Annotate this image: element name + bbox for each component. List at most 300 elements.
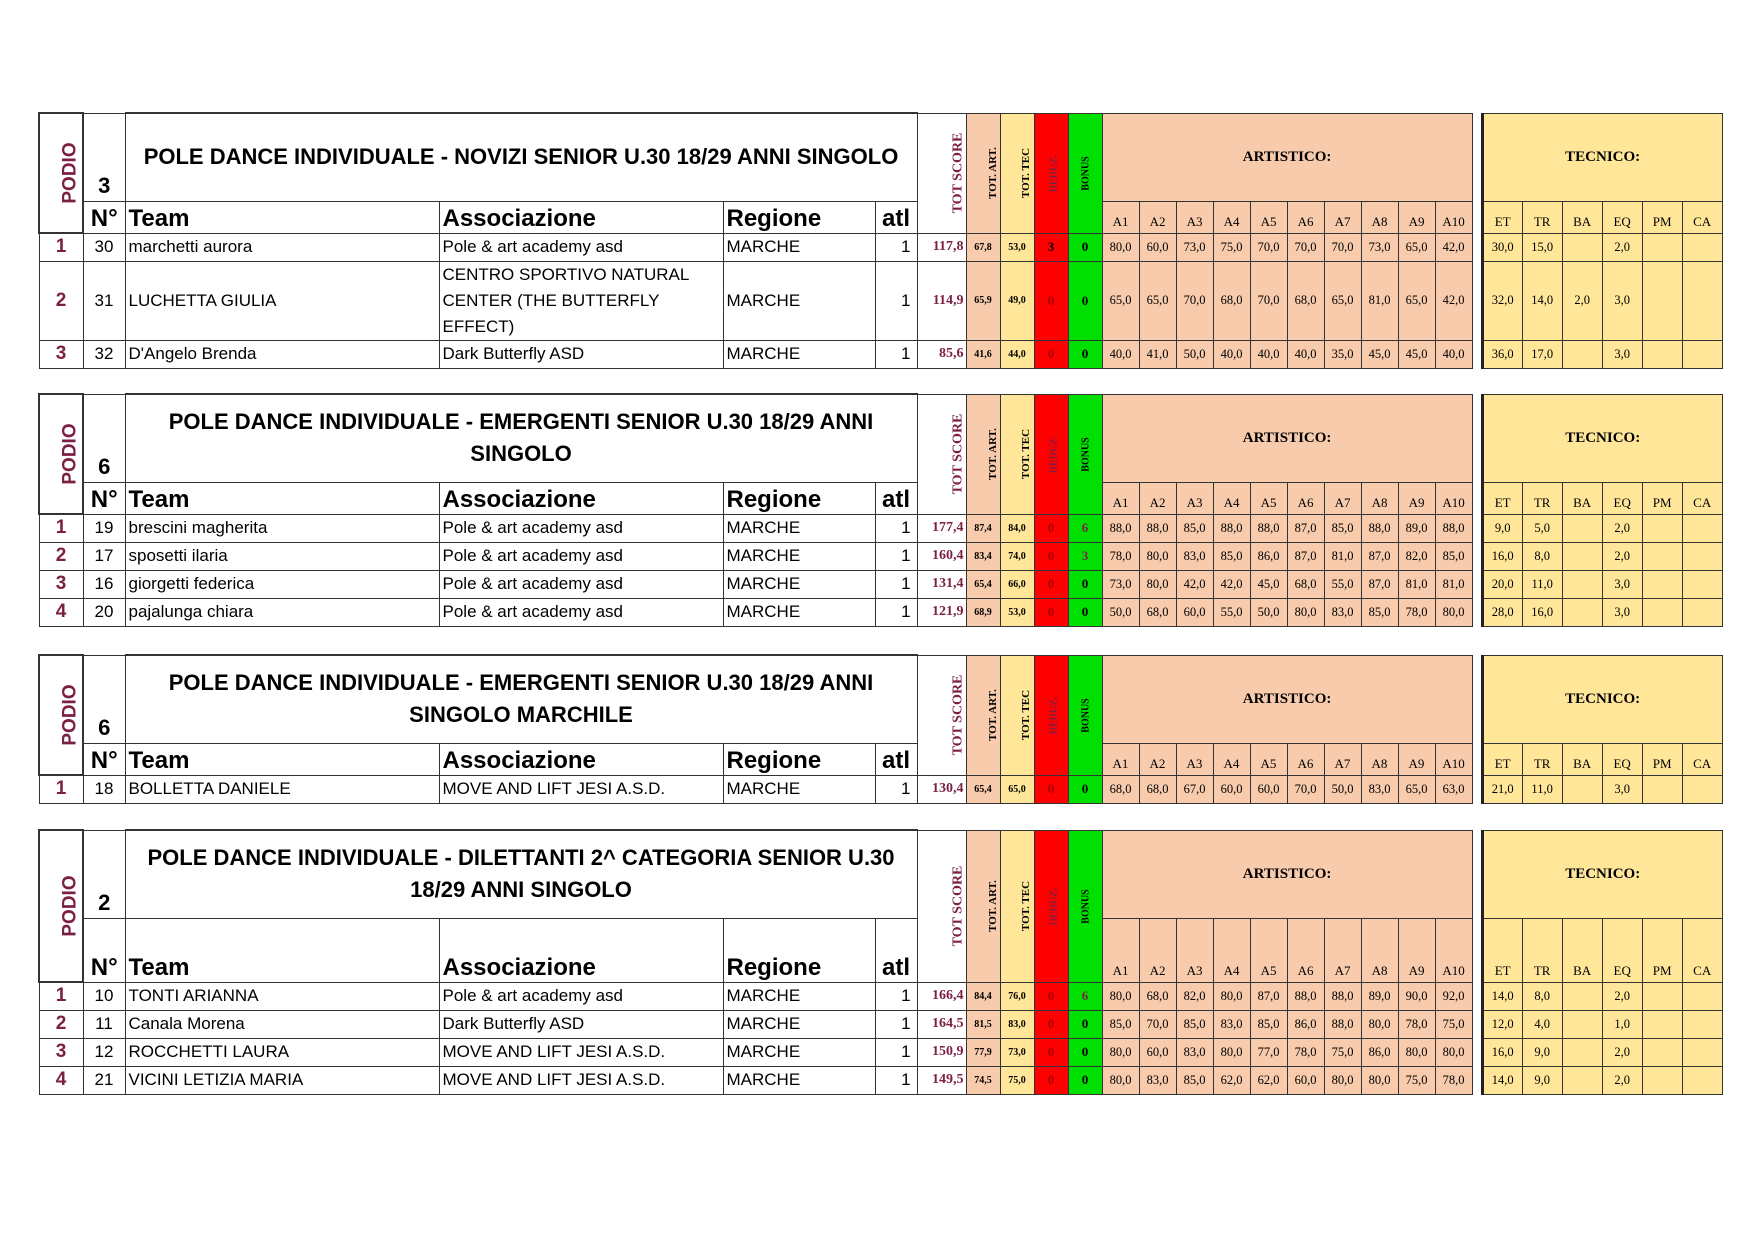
artistico-score-cell: 82,0 <box>1398 542 1435 570</box>
artistico-score-cell: 80,0 <box>1102 1038 1139 1066</box>
num-header: N° <box>83 482 125 514</box>
artistico-score-cell: 68,0 <box>1287 261 1324 340</box>
t-col-header: BA <box>1562 201 1602 233</box>
a-col-header: A1 <box>1102 918 1139 982</box>
regione-cell: MARCHE <box>723 775 875 803</box>
associazione-cell: Pole & art academy asd <box>439 233 723 261</box>
artistico-score-cell: 70,0 <box>1287 233 1324 261</box>
tecnico-score-cell: 20,0 <box>1482 570 1522 598</box>
tecnico-score-cell <box>1642 570 1682 598</box>
tecnico-score-cell: 14,0 <box>1482 982 1522 1010</box>
team-header: Team <box>125 482 439 514</box>
t-col-header: TR <box>1522 482 1562 514</box>
artistico-score-cell: 78,0 <box>1398 598 1435 626</box>
tecnico-score-cell <box>1682 570 1722 598</box>
artistico-score-cell: 85,0 <box>1250 1010 1287 1038</box>
artistico-score-cell: 80,0 <box>1213 982 1250 1010</box>
tot-score-cell: 160,4 <box>917 542 966 570</box>
regione-cell: MARCHE <box>723 261 875 340</box>
tecnico-score-cell: 4,0 <box>1522 1010 1562 1038</box>
tot-tec-cell: 44,0 <box>1000 340 1034 368</box>
artistico-score-cell: 45,0 <box>1361 340 1398 368</box>
team-cell: marchetti aurora <box>125 233 439 261</box>
artistico-score-cell: 60,0 <box>1287 1066 1324 1094</box>
a-col-header: A4 <box>1213 918 1250 982</box>
artistico-score-cell: 42,0 <box>1213 570 1250 598</box>
tot-tec-header-text: TOT. TEC <box>1019 147 1032 199</box>
tot-score-header <box>917 655 966 775</box>
team-header: Team <box>125 743 439 775</box>
tot-art-cell: 65,9 <box>966 261 1000 340</box>
bonus-cell: 0 <box>1068 598 1102 626</box>
tecnico-score-cell <box>1682 982 1722 1010</box>
tecnico-score-cell: 15,0 <box>1522 233 1562 261</box>
regione-cell: MARCHE <box>723 542 875 570</box>
a-col-header: A5 <box>1250 743 1287 775</box>
deduz-cell: 3 <box>1034 233 1068 261</box>
t-col-header: TR <box>1522 743 1562 775</box>
artistico-score-cell: 35,0 <box>1324 340 1361 368</box>
tecnico-score-cell <box>1562 1066 1602 1094</box>
team-cell: brescini magherita <box>125 514 439 542</box>
tecnico-score-cell <box>1562 233 1602 261</box>
a-col-header: A2 <box>1139 482 1176 514</box>
artistico-header: ARTISTICO: <box>1102 655 1472 743</box>
regione-header: Regione <box>723 482 875 514</box>
atl-cell: 1 <box>875 598 917 626</box>
artistico-score-cell: 87,0 <box>1361 542 1398 570</box>
artistico-score-cell: 83,0 <box>1361 775 1398 803</box>
bonus-header-text: BONUS <box>1080 888 1092 924</box>
artistico-score-cell: 85,0 <box>1176 1010 1213 1038</box>
num-header: N° <box>83 743 125 775</box>
t-col-header: BA <box>1562 743 1602 775</box>
tecnico-score-cell: 2,0 <box>1602 233 1642 261</box>
tecnico-score-cell: 8,0 <box>1522 982 1562 1010</box>
tecnico-score-cell: 5,0 <box>1522 514 1562 542</box>
a-col-header: A6 <box>1287 743 1324 775</box>
table-row <box>39 261 1722 340</box>
tecnico-score-cell <box>1642 1010 1682 1038</box>
t-col-header: ET <box>1482 743 1522 775</box>
a-col-header: A2 <box>1139 918 1176 982</box>
artistico-score-cell: 65,0 <box>1324 261 1361 340</box>
artistico-score-cell: 92,0 <box>1435 982 1472 1010</box>
bonus-cell: 0 <box>1068 261 1102 340</box>
tecnico-score-cell: 3,0 <box>1602 340 1642 368</box>
tot-tec-cell: 73,0 <box>1000 1038 1034 1066</box>
tot-score-header-text: TOT SCORE <box>949 413 965 495</box>
deduz-header-text: DEDUZ. <box>1047 887 1059 925</box>
associazione-cell: Pole & art academy asd <box>439 598 723 626</box>
tecnico-score-cell <box>1682 233 1722 261</box>
a-col-header: A9 <box>1398 743 1435 775</box>
atl-cell: 1 <box>875 261 917 340</box>
atl-cell: 1 <box>875 775 917 803</box>
artistico-score-cell: 75,0 <box>1435 1010 1472 1038</box>
tecnico-score-cell: 2,0 <box>1602 514 1642 542</box>
artistico-score-cell: 86,0 <box>1250 542 1287 570</box>
artistico-score-cell: 85,0 <box>1361 598 1398 626</box>
deduz-cell: 0 <box>1034 1066 1068 1094</box>
tot-art-header <box>966 113 1000 233</box>
deduz-cell: 0 <box>1034 1038 1068 1066</box>
a-col-header: A2 <box>1139 743 1176 775</box>
tot-art-cell: 68,9 <box>966 598 1000 626</box>
results-table <box>38 393 1723 627</box>
tot-score-cell: 149,5 <box>917 1066 966 1094</box>
tecnico-score-cell: 1,0 <box>1602 1010 1642 1038</box>
associazione-cell: Pole & art academy asd <box>439 542 723 570</box>
table-row <box>39 775 1722 803</box>
artistico-score-cell: 88,0 <box>1435 514 1472 542</box>
tecnico-score-cell <box>1642 233 1682 261</box>
podio-label <box>39 655 83 775</box>
associazione-cell: MOVE AND LIFT JESI A.S.D. <box>439 775 723 803</box>
results-table <box>38 654 1723 804</box>
artistico-header: ARTISTICO: <box>1102 394 1472 482</box>
artistico-score-cell: 80,0 <box>1361 1066 1398 1094</box>
artistico-score-cell: 77,0 <box>1250 1038 1287 1066</box>
tecnico-score-cell: 11,0 <box>1522 775 1562 803</box>
podio-text: PODIO <box>59 875 81 937</box>
a-col-header: A9 <box>1398 918 1435 982</box>
regione-cell: MARCHE <box>723 982 875 1010</box>
tecnico-score-cell <box>1682 1038 1722 1066</box>
artistico-score-cell: 82,0 <box>1176 982 1213 1010</box>
artistico-score-cell: 85,0 <box>1213 542 1250 570</box>
atl-cell: 1 <box>875 1038 917 1066</box>
a-col-header: A4 <box>1213 201 1250 233</box>
artistico-score-cell: 81,0 <box>1361 261 1398 340</box>
place-cell: 3 <box>39 570 83 598</box>
t-col-header: CA <box>1682 918 1722 982</box>
atl-cell: 1 <box>875 340 917 368</box>
artistico-score-cell: 78,0 <box>1435 1066 1472 1094</box>
tot-art-cell: 81,5 <box>966 1010 1000 1038</box>
bonus-header <box>1068 394 1102 514</box>
artistico-score-cell: 83,0 <box>1213 1010 1250 1038</box>
artistico-score-cell: 78,0 <box>1398 1010 1435 1038</box>
tecnico-score-cell <box>1682 775 1722 803</box>
tecnico-score-cell <box>1642 340 1682 368</box>
a-col-header: A8 <box>1361 918 1398 982</box>
team-header: Team <box>125 201 439 233</box>
deduz-header <box>1034 830 1068 982</box>
a-col-header: A3 <box>1176 743 1213 775</box>
artistico-score-cell: 88,0 <box>1102 514 1139 542</box>
category-block <box>38 654 1723 804</box>
artistico-score-cell: 73,0 <box>1176 233 1213 261</box>
a-col-header: A3 <box>1176 201 1213 233</box>
tecnico-score-cell <box>1562 775 1602 803</box>
deduz-cell: 0 <box>1034 570 1068 598</box>
tecnico-score-cell <box>1642 1038 1682 1066</box>
artistico-score-cell: 86,0 <box>1287 1010 1324 1038</box>
tot-score-header <box>917 113 966 233</box>
artistico-score-cell: 83,0 <box>1324 598 1361 626</box>
artistico-score-cell: 89,0 <box>1398 514 1435 542</box>
bonus-header-text: BONUS <box>1080 436 1092 472</box>
number-cell: 20 <box>83 598 125 626</box>
number-cell: 30 <box>83 233 125 261</box>
artistico-score-cell: 50,0 <box>1250 598 1287 626</box>
t-col-header: PM <box>1642 201 1682 233</box>
artistico-score-cell: 85,0 <box>1324 514 1361 542</box>
table-row <box>39 1038 1722 1066</box>
tot-score-header-text: TOT SCORE <box>949 865 965 947</box>
tot-score-header-text: TOT SCORE <box>949 132 965 214</box>
artistico-score-cell: 68,0 <box>1139 982 1176 1010</box>
team-cell: ROCCHETTI LAURA <box>125 1038 439 1066</box>
artistico-score-cell: 55,0 <box>1324 570 1361 598</box>
bonus-cell: 6 <box>1068 982 1102 1010</box>
tot-art-header <box>966 394 1000 514</box>
tecnico-score-cell <box>1642 598 1682 626</box>
deduz-cell: 0 <box>1034 598 1068 626</box>
t-col-header: CA <box>1682 482 1722 514</box>
atl-cell: 1 <box>875 570 917 598</box>
deduz-header-text: DEDUZ. <box>1047 696 1059 734</box>
table-row <box>39 570 1722 598</box>
artistico-score-cell: 87,0 <box>1250 982 1287 1010</box>
artistico-score-cell: 75,0 <box>1213 233 1250 261</box>
tot-art-header-text: TOT. ART. <box>986 428 999 480</box>
a-col-header: A4 <box>1213 743 1250 775</box>
number-cell: 18 <box>83 775 125 803</box>
place-cell: 1 <box>39 982 83 1010</box>
artistico-score-cell: 87,0 <box>1287 514 1324 542</box>
atl-cell: 1 <box>875 514 917 542</box>
artistico-score-cell: 80,0 <box>1102 1066 1139 1094</box>
artistico-score-cell: 80,0 <box>1287 598 1324 626</box>
tecnico-score-cell: 16,0 <box>1522 598 1562 626</box>
associazione-cell: Pole & art academy asd <box>439 570 723 598</box>
bonus-cell: 0 <box>1068 1038 1102 1066</box>
tot-tec-cell: 84,0 <box>1000 514 1034 542</box>
artistico-score-cell: 78,0 <box>1287 1038 1324 1066</box>
artistico-score-cell: 88,0 <box>1213 514 1250 542</box>
artistico-score-cell: 60,0 <box>1176 598 1213 626</box>
tecnico-score-cell <box>1642 1066 1682 1094</box>
artistico-score-cell: 62,0 <box>1250 1066 1287 1094</box>
place-cell: 4 <box>39 598 83 626</box>
tecnico-score-cell <box>1682 261 1722 340</box>
number-cell: 32 <box>83 340 125 368</box>
artistico-score-cell: 68,0 <box>1102 775 1139 803</box>
bonus-cell: 0 <box>1068 1066 1102 1094</box>
category-title: POLE DANCE INDIVIDUALE - NOVIZI SENIOR U.30 18/29 ANNI SINGOLO <box>125 113 917 201</box>
tot-tec-header-text: TOT. TEC <box>1019 428 1032 480</box>
artistico-score-cell: 88,0 <box>1250 514 1287 542</box>
tecnico-header: TECNICO: <box>1482 655 1722 743</box>
team-cell: giorgetti federica <box>125 570 439 598</box>
artistico-score-cell: 42,0 <box>1435 233 1472 261</box>
place-cell: 2 <box>39 542 83 570</box>
t-col-header: ET <box>1482 201 1522 233</box>
tot-score-cell: 114,9 <box>917 261 966 340</box>
tecnico-score-cell <box>1562 514 1602 542</box>
table-row <box>39 542 1722 570</box>
artistico-score-cell: 80,0 <box>1398 1038 1435 1066</box>
artistico-score-cell: 68,0 <box>1287 570 1324 598</box>
tecnico-score-cell: 9,0 <box>1482 514 1522 542</box>
a-col-header: A10 <box>1435 743 1472 775</box>
regione-cell: MARCHE <box>723 598 875 626</box>
tot-score-cell: 131,4 <box>917 570 966 598</box>
associazione-header: Associazione <box>439 201 723 233</box>
atl-header: atl <box>875 482 917 514</box>
podio-text: PODIO <box>59 423 81 485</box>
associazione-cell: Dark Butterfly ASD <box>439 1010 723 1038</box>
associazione-cell: Pole & art academy asd <box>439 514 723 542</box>
tot-art-cell: 83,4 <box>966 542 1000 570</box>
category-count: 2 <box>83 830 125 918</box>
category-title: POLE DANCE INDIVIDUALE - EMERGENTI SENIOR U.30 18/29 ANNI SINGOLO MARCHILE <box>125 655 917 743</box>
artistico-score-cell: 68,0 <box>1139 775 1176 803</box>
associazione-cell: MOVE AND LIFT JESI A.S.D. <box>439 1066 723 1094</box>
place-cell: 4 <box>39 1066 83 1094</box>
associazione-cell: Dark Butterfly ASD <box>439 340 723 368</box>
tecnico-score-cell: 3,0 <box>1602 775 1642 803</box>
artistico-score-cell: 80,0 <box>1435 598 1472 626</box>
artistico-score-cell: 55,0 <box>1213 598 1250 626</box>
artistico-header: ARTISTICO: <box>1102 830 1472 918</box>
number-cell: 11 <box>83 1010 125 1038</box>
tecnico-header: TECNICO: <box>1482 113 1722 201</box>
tot-tec-cell: 75,0 <box>1000 1066 1034 1094</box>
deduz-header <box>1034 394 1068 514</box>
artistico-score-cell: 60,0 <box>1213 775 1250 803</box>
a-col-header: A8 <box>1361 482 1398 514</box>
artistico-score-cell: 78,0 <box>1102 542 1139 570</box>
tecnico-score-cell: 8,0 <box>1522 542 1562 570</box>
tecnico-score-cell <box>1642 775 1682 803</box>
tecnico-score-cell: 36,0 <box>1482 340 1522 368</box>
atl-cell: 1 <box>875 1066 917 1094</box>
atl-cell: 1 <box>875 542 917 570</box>
tot-score-cell: 117,8 <box>917 233 966 261</box>
place-cell: 2 <box>39 1010 83 1038</box>
bonus-cell: 0 <box>1068 340 1102 368</box>
atl-cell: 1 <box>875 1010 917 1038</box>
regione-cell: MARCHE <box>723 340 875 368</box>
artistico-score-cell: 81,0 <box>1324 542 1361 570</box>
artistico-score-cell: 80,0 <box>1139 542 1176 570</box>
t-col-header: EQ <box>1602 743 1642 775</box>
t-col-header: PM <box>1642 743 1682 775</box>
number-cell: 21 <box>83 1066 125 1094</box>
t-col-header: CA <box>1682 201 1722 233</box>
results-table <box>38 829 1723 1095</box>
artistico-score-cell: 80,0 <box>1361 1010 1398 1038</box>
tecnico-score-cell: 32,0 <box>1482 261 1522 340</box>
artistico-score-cell: 70,0 <box>1324 233 1361 261</box>
artistico-score-cell: 83,0 <box>1176 542 1213 570</box>
team-cell: D'Angelo Brenda <box>125 340 439 368</box>
artistico-score-cell: 65,0 <box>1398 775 1435 803</box>
artistico-score-cell: 40,0 <box>1287 340 1324 368</box>
artistico-score-cell: 85,0 <box>1176 514 1213 542</box>
tot-score-header-text: TOT SCORE <box>949 674 965 756</box>
regione-cell: MARCHE <box>723 1038 875 1066</box>
artistico-score-cell: 60,0 <box>1139 233 1176 261</box>
tecnico-score-cell: 2,0 <box>1562 261 1602 340</box>
results-table <box>38 112 1723 369</box>
tot-tec-cell: 53,0 <box>1000 598 1034 626</box>
artistico-score-cell: 68,0 <box>1213 261 1250 340</box>
table-row <box>39 598 1722 626</box>
artistico-score-cell: 50,0 <box>1102 598 1139 626</box>
category-count: 6 <box>83 655 125 743</box>
artistico-score-cell: 83,0 <box>1139 1066 1176 1094</box>
artistico-score-cell: 85,0 <box>1102 1010 1139 1038</box>
deduz-cell: 0 <box>1034 775 1068 803</box>
number-cell: 31 <box>83 261 125 340</box>
tot-art-cell: 84,4 <box>966 982 1000 1010</box>
tot-art-cell: 67,8 <box>966 233 1000 261</box>
artistico-score-cell: 87,0 <box>1361 570 1398 598</box>
artistico-score-cell: 75,0 <box>1398 1066 1435 1094</box>
artistico-score-cell: 88,0 <box>1287 982 1324 1010</box>
deduz-cell: 0 <box>1034 514 1068 542</box>
table-row <box>39 982 1722 1010</box>
associazione-header: Associazione <box>439 482 723 514</box>
artistico-score-cell: 80,0 <box>1213 1038 1250 1066</box>
podio-label <box>39 830 83 982</box>
artistico-score-cell: 50,0 <box>1176 340 1213 368</box>
tot-score-header <box>917 830 966 982</box>
tecnico-score-cell: 11,0 <box>1522 570 1562 598</box>
number-cell: 17 <box>83 542 125 570</box>
regione-header: Regione <box>723 743 875 775</box>
tecnico-score-cell: 3,0 <box>1602 570 1642 598</box>
bonus-cell: 0 <box>1068 570 1102 598</box>
a-col-header: A6 <box>1287 482 1324 514</box>
tecnico-score-cell: 9,0 <box>1522 1038 1562 1066</box>
tecnico-score-cell <box>1642 982 1682 1010</box>
artistico-score-cell: 70,0 <box>1250 261 1287 340</box>
t-col-header: CA <box>1682 743 1722 775</box>
tot-art-header-text: TOT. ART. <box>986 689 999 741</box>
a-col-header: A10 <box>1435 918 1472 982</box>
artistico-score-cell: 40,0 <box>1213 340 1250 368</box>
t-col-header: BA <box>1562 482 1602 514</box>
tecnico-score-cell: 16,0 <box>1482 542 1522 570</box>
a-col-header: A7 <box>1324 201 1361 233</box>
tot-art-header-text: TOT. ART. <box>986 880 999 932</box>
artistico-score-cell: 63,0 <box>1435 775 1472 803</box>
tecnico-score-cell <box>1642 261 1682 340</box>
a-col-header: A5 <box>1250 201 1287 233</box>
deduz-cell: 0 <box>1034 982 1068 1010</box>
a-col-header: A3 <box>1176 482 1213 514</box>
artistico-score-cell: 70,0 <box>1176 261 1213 340</box>
tot-score-cell: 166,4 <box>917 982 966 1010</box>
artistico-score-cell: 45,0 <box>1398 340 1435 368</box>
number-cell: 10 <box>83 982 125 1010</box>
bonus-cell: 3 <box>1068 542 1102 570</box>
atl-header: atl <box>875 743 917 775</box>
artistico-score-cell: 40,0 <box>1102 340 1139 368</box>
place-cell: 1 <box>39 775 83 803</box>
table-row <box>39 233 1722 261</box>
tot-tec-header <box>1000 830 1034 982</box>
atl-cell: 1 <box>875 233 917 261</box>
artistico-score-cell: 81,0 <box>1435 570 1472 598</box>
tecnico-score-cell <box>1642 542 1682 570</box>
artistico-score-cell: 70,0 <box>1250 233 1287 261</box>
